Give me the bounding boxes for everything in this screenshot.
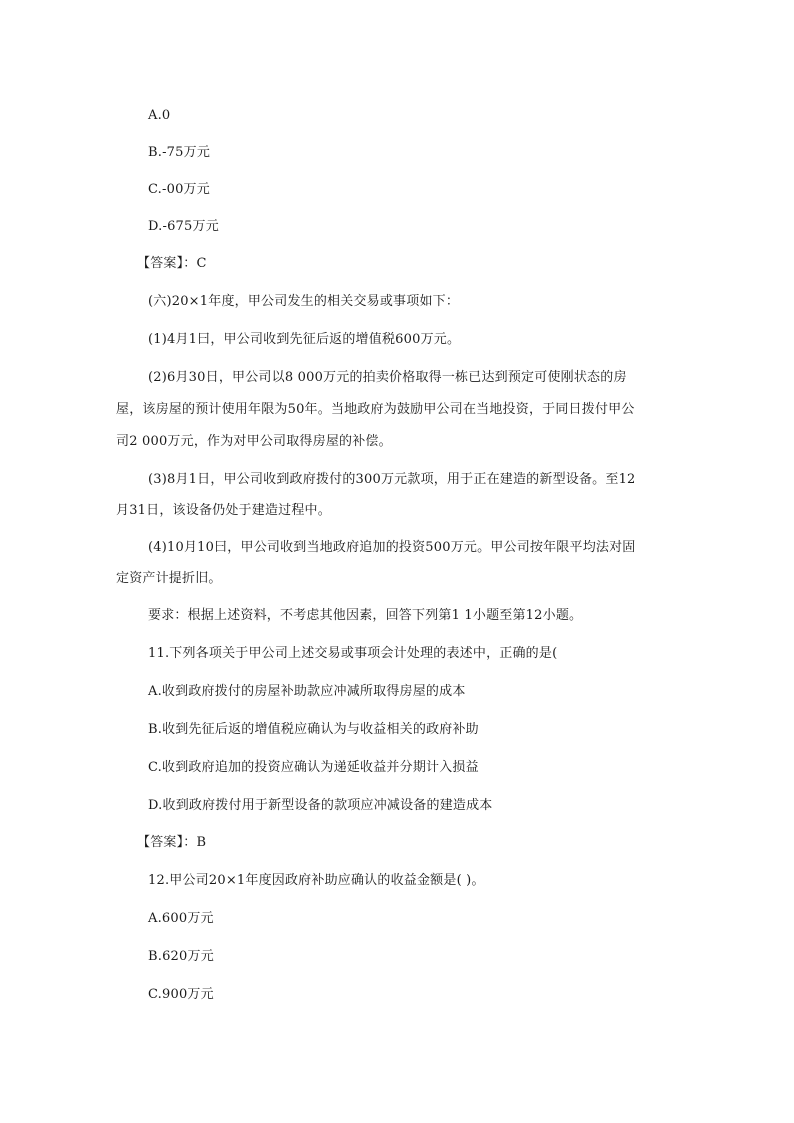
item-3-line-2: 月31日，该设备仍处于建造过程中。 <box>116 503 331 518</box>
item-3-line-1: (3)8月1日，甲公司收到政府拨付的300万元款项，用于正在建造的新型设备。至12 <box>148 472 636 487</box>
item-1: (1)4月1曰，甲公司收到先征后返的增值税600万元。 <box>148 332 461 347</box>
item-2-line-3: 司2 000万元，作为对甲公司取得房屋的补偿。 <box>116 434 392 449</box>
item-2-line-2: 屋，该房屋的预计使用年限为50年。当地政府为鼓励甲公司在当地投资，于同日拨付甲公 <box>116 402 635 417</box>
requirement: 要求：根据上述资料，不考虑其他因素，回答下列第1 1小题至第12小题。 <box>148 608 583 623</box>
item-2-line-1: (2)6月30日，甲公司以8 000万元的拍卖价格取得一栋已达到预定可使刚状态的房 <box>148 370 627 385</box>
answer-prev: 【答案】：C <box>137 256 207 271</box>
q11-answer: 【答案】：B <box>137 835 207 850</box>
question-12: 12.甲公司20×1年度因政府补助应确认的收益金额是( )。 <box>148 873 485 888</box>
section-intro: (六)20×1年度，甲公司发生的相关交易或事项如下： <box>148 294 460 309</box>
option-a-prev: A.0 <box>148 108 171 123</box>
q11-option-b: B.收到先征后返的增值税应确认为与收益相关的政府补助 <box>148 722 479 737</box>
q12-option-c: C.900万元 <box>148 987 214 1002</box>
q12-option-b: B.620万元 <box>148 949 214 964</box>
option-d-prev: D.-675万元 <box>148 219 219 234</box>
item-4-line-1: (4)10月10曰，甲公司收到当地政府追加的投资500万元。甲公司按年限平均法对固 <box>148 540 636 555</box>
option-b-prev: B.-75万元 <box>148 145 211 160</box>
option-c-prev: C.-00万元 <box>148 182 210 197</box>
q11-option-a: A.收到政府拨付的房屋补助款应冲减所取得房屋的成本 <box>148 684 466 699</box>
question-11: 11.下列各项关于甲公司上述交易或事项会计处理的表述中，正确的是( <box>148 646 558 661</box>
q12-option-a: A.600万元 <box>148 911 214 926</box>
q11-option-c: C.收到政府追加的投资应确认为递延收益并分期计入损益 <box>148 760 479 775</box>
q11-option-d: D.收到政府拨付用于新型设备的款项应冲减设备的建造成本 <box>148 798 493 813</box>
item-4-line-2: 定资产计提折旧。 <box>116 571 222 586</box>
